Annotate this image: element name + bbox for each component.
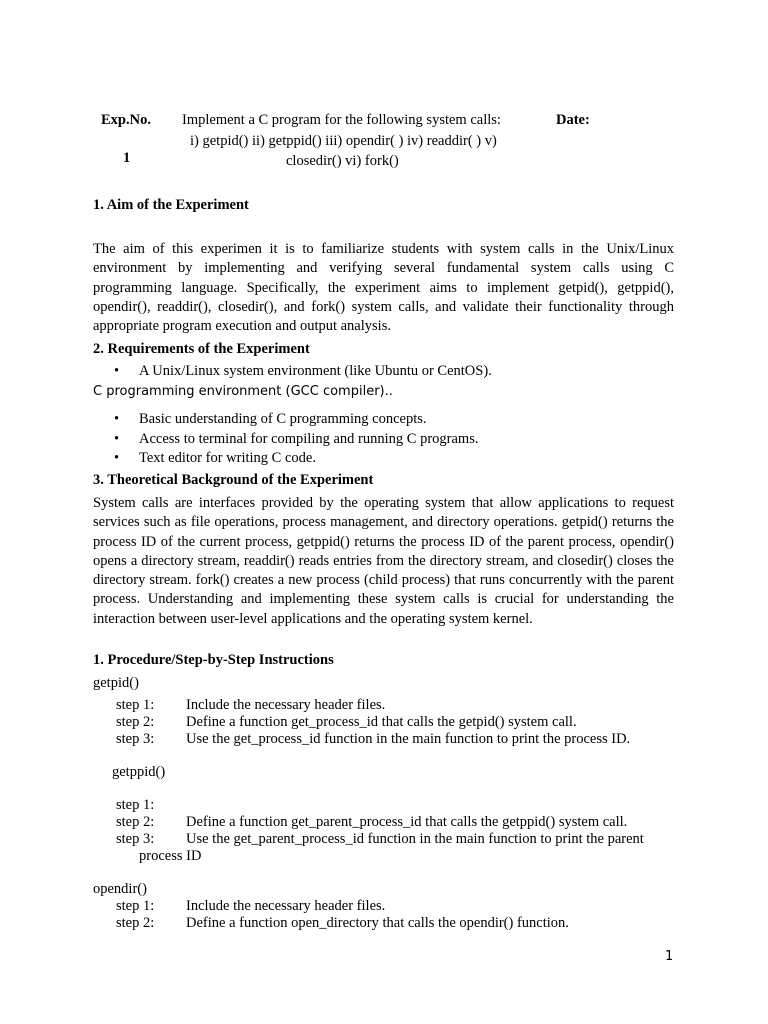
page-number: 1 <box>665 949 674 964</box>
getppid-title: getppid() <box>112 764 166 780</box>
date-label: Date: <box>556 112 590 128</box>
aim-heading: 1. Aim of the Experiment <box>93 197 249 213</box>
requirements-list <box>93 410 478 469</box>
bullet-icon: • <box>114 430 120 447</box>
list-item: • Basic understanding of C programming concepts. <box>93 410 478 430</box>
exp-title-line3: closedir() vi) fork() <box>286 153 399 169</box>
requirements-plain-line: C programming environment (GCC compiler).. <box>93 384 393 399</box>
list-item: • Access to terminal for compiling and running C programs. <box>93 430 478 450</box>
exp-title-line1: Implement a C program for the following system calls: <box>182 112 501 128</box>
procedure-heading: 1. Procedure/Step-by-Step Instructions <box>93 652 334 668</box>
bullet-icon: • <box>114 450 120 466</box>
opendir-title: opendir() <box>93 881 147 897</box>
getpid-title: getpid() <box>93 675 139 691</box>
list-item: • Text editor for writing C code. <box>93 449 478 469</box>
exp-number: 1 <box>123 150 131 166</box>
exp-no-label: Exp.No. <box>101 112 151 128</box>
list-item: • A Unix/Linux system environment (like Ubuntu or CentOS). <box>93 362 492 382</box>
requirements-heading: 2. Requirements of the Experiment <box>93 341 310 357</box>
requirements-list-first <box>93 362 492 382</box>
getppid-step-3-continuation: process ID <box>139 848 202 864</box>
theory-paragraph: System calls are interfaces provided by the operating system that allow applications to request services such as file operations, process management, and directory operations. getpid() returns the process ID of the current process, getppid() returns the process ID of the parent process, opendir() opens a directory stream, readdir() reads entries from the directory stream, and closedir() closes the directory stream. fork() creates a new process (child process) that runs concurrently with the parent process. Understanding and implementing these system calls is crucial for understanding the interaction between user-level applications and the operating system kernel. <box>93 495 674 627</box>
bullet-icon: • <box>114 411 120 427</box>
theory-heading: 3. Theoretical Background of the Experiment <box>93 472 374 488</box>
aim-paragraph: The aim of this experimen it is to familiarize students with system calls in the Unix/Linux environment by implementing and verifying several fundamental system calls using C programming language. Specifically, the experiment aims to implement getpid(), getppid(), opendir(), readdir(), closedir(), and fork() system calls, and validate their functionality through appropriate program execution and output analysis. <box>93 241 674 335</box>
bullet-icon: • <box>114 363 120 379</box>
exp-title-line2: i) getpid() ii) getppid() iii) opendir( ) iv) readdir( ) v) <box>190 133 497 149</box>
